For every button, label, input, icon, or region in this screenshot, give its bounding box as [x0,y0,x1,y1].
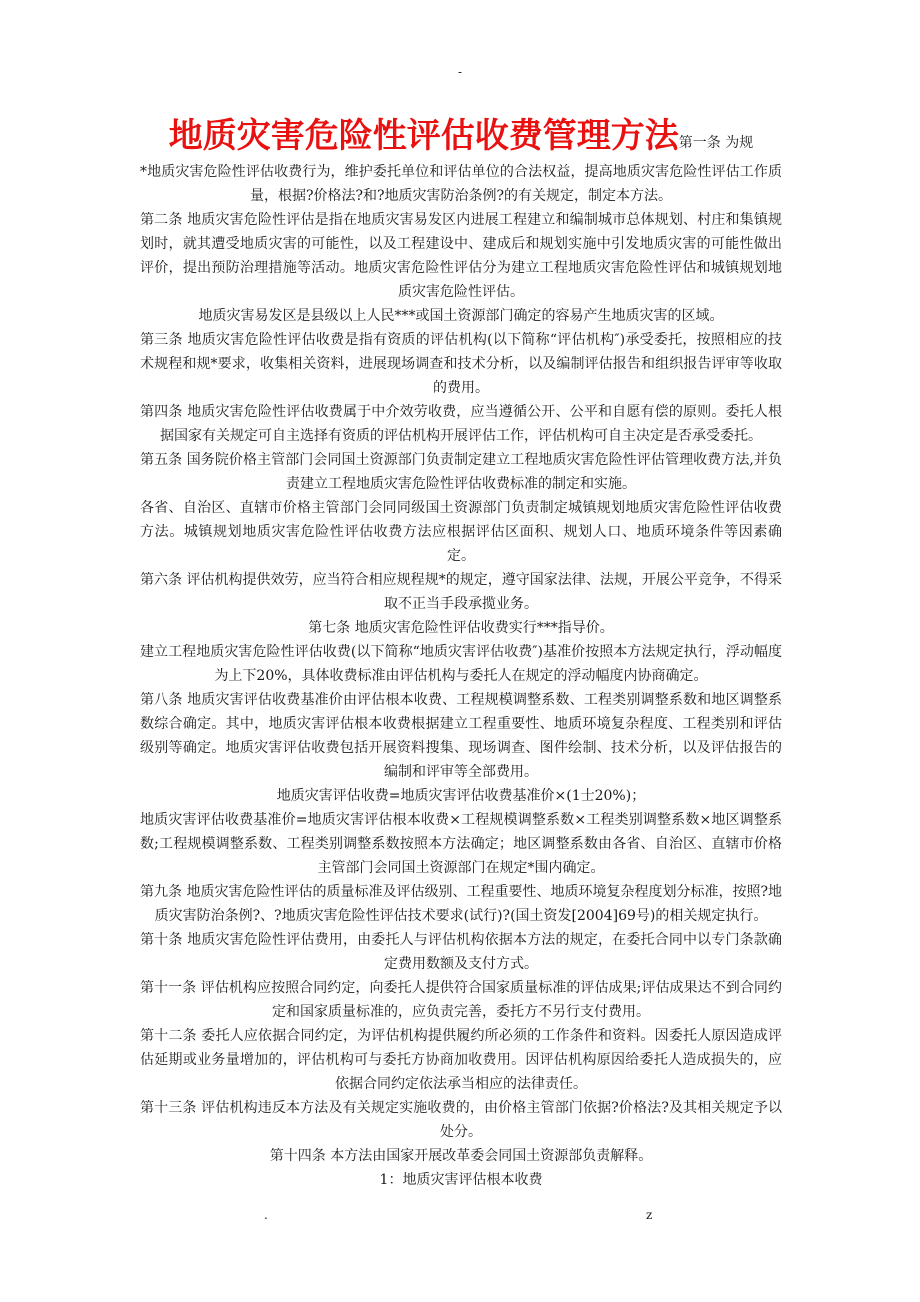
paragraph-article-5-provinces: 各省、自治区、直辖市价格主管部门会同同级国土资源部门负责制定城镇规划地质灾害危险性评估收费方法。城镇规划地质灾害危险性评估收费方法应根据评估区面积、规划人口、地质环境条件等因素确定。 [140,500,782,564]
paragraph-definition: 地质灾害易发区是县级以上人民***或国土资源部门确定的容易产生地质灾害的区域。 [198,308,724,324]
paragraph-article-10: 第十条 地质灾害危险性评估费用，由委托人与评估机构依据本方法的规定，在委托合同中以专门条款确定费用数额及支付方式。 [140,932,782,972]
paragraph-article-7: 第七条 地质灾害危险性评估收费实行***指导价。 [308,620,614,636]
paragraph-article-7-baseprice: 建立工程地质灾害危险性评估收费(以下简称“地质灾害评估收费″)基准价按照本方法规定执行，浮动幅度为上下20%，具体收费标准由评估机构与委托人在规定的浮动幅度内协商确定。 [140,644,782,684]
page-footer [0,1208,920,1228]
paragraph-article-2: 第二条 地质灾害危险性评估是指在地质灾害易发区内进展工程建立和编制城市总体规划、村庄和集镇规划时，就其遭受地质灾害的可能性，以及工程建设中、建成后和规划实施中引发地质灾害的可能性做出评价，提出预防治理措施等活动。地质灾害危险性评估分为建立工程地质灾害危险性评估和城镇规划地质灾害危险性评估。 [140,212,782,300]
paragraph-article-9: 第九条 地质灾害危险性评估的质量标准及评估级别、工程重要性、地质环境复杂程度划分标准，按照?地质灾害防治条例?、?地质灾害危险性评估技术要求(试行)?(国土资发[2004]69号)的相关规定执行。 [140,884,782,924]
paragraph-appendix-heading: 1：地质灾害评估根本收费 [379,1172,543,1188]
paragraph-intro: *地质灾害危险性评估收费行为，维护委托单位和评估单位的合法权益，提高地质灾害危险性评估工作质量，根据?价格法?和?地质灾害防治条例?的有关规定，制定本方法。 [140,164,782,204]
paragraph-article-8: 第八条 地质灾害评估收费基准价由评估根本收费、工程规模调整系数、工程类别调整系数和地区调整系数综合确定。其中，地质灾害评估根本收费根据建立工程重要性、地质环境复杂程度、工程类别和评估级别等确定。地质灾害评估收费包括开展资料搜集、现场调查、图件绘制、技术分析，以及评估报告的编制和评审等全部费用。 [140,692,782,780]
paragraph-formula-1: 地质灾害评估收费=地质灾害评估收费基准价×(1士20%)； [276,788,646,804]
paragraph-article-3: 第三条 地质灾害危险性评估收费是指有资质的评估机构(以下简称“评估机构″)承受委托，按照相应的技术规程和规*要求，收集相关资料，进展现场调查和技术分析，以及编制评估报告和组织报告评审等收取的费用。 [140,332,782,396]
title-tail-text: 第一条 为规 [678,135,754,151]
paragraph-article-5: 第五条 国务院价格主管部门会同国土资源部门负责制定建立工程地质灾害危险性评估管理收费方法,并负责建立工程地质灾害危险性评估收费标准的制定和实施。 [140,452,782,492]
paragraph-article-13: 第十三条 评估机构违反本方法及有关规定实施收费的，由价格主管部门依据?价格法?及其相关规定予以处分。 [140,1100,782,1140]
paragraph-formula-2: 地质灾害评估收费基准价=地质灾害评估根本收费×工程规模调整系数×工程类别调整系数×地区调整系数;工程规模调整系数、工程类别调整系数按照本方法确定；地区调整系数由各省、自治区、直辖市价格主管部门会同国土资源部门在规定*围内确定。 [140,812,782,876]
paragraph-article-6: 第六条 评估机构提供效劳，应当符合相应规程规*的规定，遵守国家法律、法规，开展公平竞争，不得采取不正当手段承揽业务。 [140,572,782,612]
paragraph-article-11: 第十一条 评估机构应按照合同约定，向委托人提供符合国家质量标准的评估成果;评估成果达不到合同约定和国家质量标准的，应负责完善，委托方不另行支付费用。 [140,980,782,1020]
document-body [140,112,782,1192]
document-title: 地质灾害危险性评估收费管理方法 [168,116,679,156]
title-line [140,112,782,160]
header-mark: - [457,65,463,79]
paragraph-article-4: 第四条 地质灾害危险性评估收费属于中介效劳收费，应当遵循公开、公平和自愿有偿的原则。委托人根据国家有关规定可自主选择有资质的评估机构开展评估工作，评估机构可自主决定是否承受委托。 [140,404,782,444]
footer-left-mark: . [264,1208,268,1222]
footer-right-mark: z [646,1208,653,1222]
paragraph-article-12: 第十二条 委托人应依据合同约定，为评估机构提供履约所必须的工作条件和资料。因委托人原因造成评估延期或业务量增加的，评估机构可与委托方协商加收费用。因评估机构原因给委托人造成损失的，应依据合同约定依法承当相应的法律责任。 [140,1028,782,1092]
paragraph-article-14: 第十四条 本方法由国家开展改革委会同国土资源部负责解释。 [269,1148,653,1164]
